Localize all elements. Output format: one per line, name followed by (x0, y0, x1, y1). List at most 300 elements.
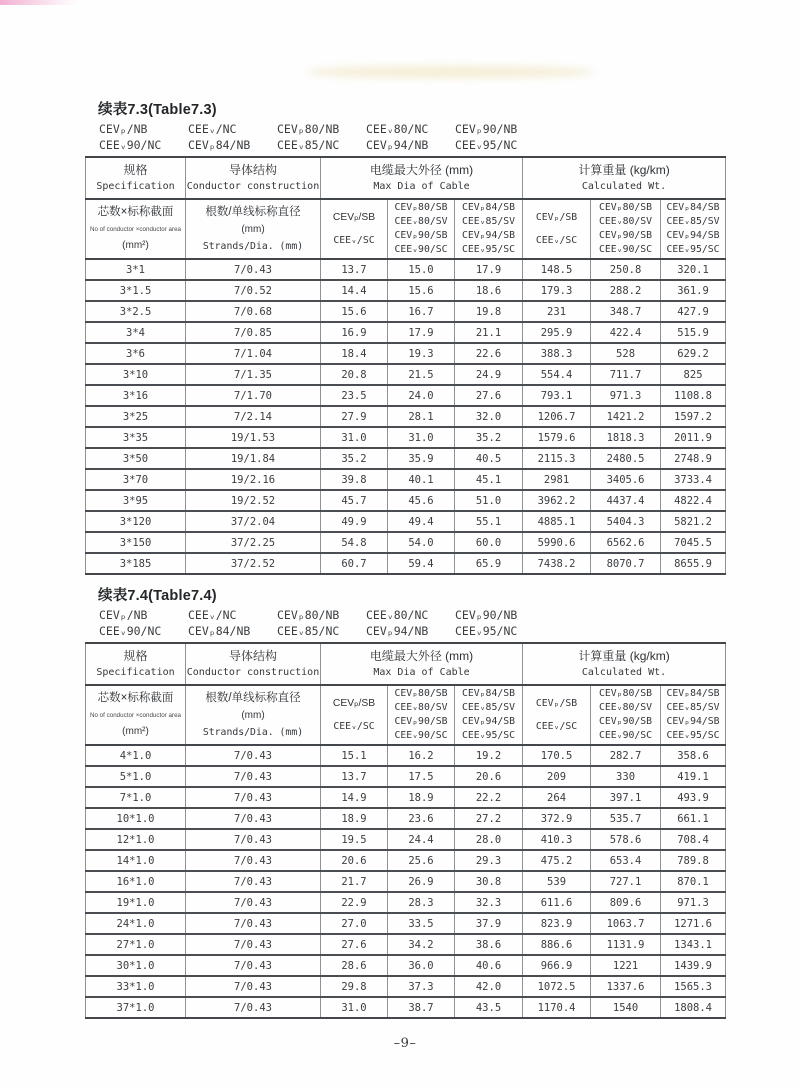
table-row (86, 322, 726, 343)
value-cell: 7/0.43 (186, 913, 321, 934)
cable-type: CEVₚ90/NB (455, 122, 518, 136)
cable-type-label: CEVₚ84/SB (666, 688, 720, 699)
value-cell: 42.0 (455, 976, 523, 997)
value-cell: 231 (523, 301, 591, 322)
value-cell: 823.9 (523, 913, 591, 934)
spec-cell: 3*185 (86, 553, 186, 574)
cable-type-label: CEEᵥ/SC (535, 720, 578, 732)
table-row (86, 448, 726, 469)
value-cell: 4885.1 (523, 511, 591, 532)
value-cell: 43.5 (455, 997, 523, 1018)
table-row (86, 913, 726, 934)
value-cell: 20.6 (455, 766, 523, 787)
value-cell: 54.0 (388, 532, 455, 553)
cable-type-label: CEEᵥ95/SC (666, 244, 720, 255)
scan-artifact-pink (0, 0, 78, 5)
weight-group-header (523, 643, 726, 685)
value-cell: 60.0 (455, 532, 523, 553)
value-cell: 358.6 (661, 745, 726, 766)
value-cell: 886.6 (523, 934, 591, 955)
max-dia-group-header (321, 643, 523, 685)
cable-type: CEEᵥ90/NC (99, 137, 162, 152)
max-dia-label-zh: 电缆最大外径 (mm) (369, 163, 474, 177)
value-cell: 7/2.14 (186, 406, 321, 427)
cable-type-label: CEVₚ90/SB (598, 716, 653, 727)
value-cell: 7/0.43 (186, 745, 321, 766)
value-cell: 27.2 (455, 808, 523, 829)
value-cell: 26.9 (388, 871, 455, 892)
value-cell: 20.8 (321, 364, 388, 385)
value-cell: 1063.7 (591, 913, 661, 934)
strands-label-en: Strands/Dia. (mm) (202, 240, 304, 252)
group-header-row (86, 157, 726, 199)
page-number: –9– (393, 1036, 417, 1051)
cable-type-label: CEEᵥ/SC (333, 720, 375, 732)
table-7-4-section (85, 584, 725, 1019)
value-cell: 37/2.04 (186, 511, 321, 532)
value-cell: 825 (661, 364, 726, 385)
spec-label-en: Specification (96, 181, 175, 192)
value-cell: 19.3 (388, 343, 455, 364)
value-cell: 282.7 (591, 745, 661, 766)
value-cell: 24.0 (388, 385, 455, 406)
value-cell: 22.9 (321, 892, 388, 913)
value-cell: 5821.2 (661, 511, 726, 532)
value-cell: 1540 (591, 997, 661, 1018)
value-cell: 7/0.43 (186, 829, 321, 850)
cable-type: CEEᵥ/NC (188, 122, 237, 136)
value-cell: 1206.7 (523, 406, 591, 427)
value-cell: 39.8 (321, 469, 388, 490)
value-cell: 49.9 (321, 511, 388, 532)
value-cell: 422.4 (591, 322, 661, 343)
wt-col3-stack (661, 687, 725, 743)
value-cell: 7/0.68 (186, 301, 321, 322)
core-area-label-en: No of conductor ×conductor area (89, 226, 182, 233)
value-cell: 19/1.84 (186, 448, 321, 469)
value-cell: 2115.3 (523, 448, 591, 469)
value-cell: 7/1.04 (186, 343, 321, 364)
cable-type-label: CEVₚ/SB (332, 211, 376, 223)
core-area-label-en: No of conductor ×conductor area (89, 712, 182, 719)
table-row (86, 808, 726, 829)
value-cell: 793.1 (523, 385, 591, 406)
spec-sub-stack (86, 691, 185, 739)
scan-artifact-smudge (305, 66, 595, 78)
cable-type-label: CEEᵥ95/SC (461, 730, 516, 741)
wt-col3-header (661, 199, 726, 259)
wt-col2-header (591, 685, 661, 745)
value-cell: 18.6 (455, 280, 523, 301)
value-cell: 15.6 (388, 280, 455, 301)
cable-type-label: CEVₚ94/SB (666, 230, 720, 241)
value-cell: 59.4 (388, 553, 455, 574)
cable-type-label: CEVₚ90/SB (394, 230, 448, 241)
value-cell: 397.1 (591, 787, 661, 808)
value-cell: 7/0.43 (186, 808, 321, 829)
value-cell: 427.9 (661, 301, 726, 322)
cable-type-line (99, 122, 725, 138)
table-7-3-head (86, 157, 726, 259)
value-cell: 870.1 (661, 871, 726, 892)
value-cell: 535.7 (591, 808, 661, 829)
wt-col1-header (523, 199, 591, 259)
value-cell: 38.7 (388, 997, 455, 1018)
value-cell: 15.1 (321, 745, 388, 766)
value-cell: 40.5 (455, 448, 523, 469)
value-cell: 36.0 (388, 955, 455, 976)
section-gap (85, 575, 725, 584)
value-cell: 971.3 (591, 385, 661, 406)
value-cell: 5990.6 (523, 532, 591, 553)
spec-cell: 5*1.0 (86, 766, 186, 787)
conductor-label-en: Conductor construction (186, 181, 320, 192)
value-cell: 27.0 (321, 913, 388, 934)
value-cell: 7045.5 (661, 532, 726, 553)
table-row (86, 955, 726, 976)
value-cell: 7/1.35 (186, 364, 321, 385)
value-cell: 13.7 (321, 766, 388, 787)
cable-type-list-7-4 (85, 608, 725, 639)
conductor-sub-stack (186, 691, 320, 740)
cable-type-label: CEEᵥ90/SC (598, 730, 653, 741)
spec-group-header (86, 157, 186, 199)
dia-col2-stack (388, 201, 454, 257)
strands-label-en: Strands/Dia. (mm) (202, 726, 304, 738)
value-cell: 179.3 (523, 280, 591, 301)
dia-col1-stack (321, 697, 387, 734)
wt-col2-stack (591, 201, 660, 257)
value-cell: 1221 (591, 955, 661, 976)
value-cell: 348.7 (591, 301, 661, 322)
value-cell: 1337.6 (591, 976, 661, 997)
value-cell: 4437.4 (591, 490, 661, 511)
value-cell: 7/0.43 (186, 259, 321, 280)
spec-group-header (86, 643, 186, 685)
value-cell: 653.4 (591, 850, 661, 871)
spec-cell: 3*16 (86, 385, 186, 406)
table-7-4-body (86, 745, 726, 1018)
table-row (86, 829, 726, 850)
value-cell: 7/0.43 (186, 934, 321, 955)
value-cell: 24.4 (388, 829, 455, 850)
conductor-label-zh: 导体结构 (228, 649, 277, 663)
value-cell: 45.1 (455, 469, 523, 490)
cable-type: CEEᵥ80/NC (366, 608, 429, 622)
value-cell: 578.6 (591, 829, 661, 850)
value-cell: 2981 (523, 469, 591, 490)
value-cell: 209 (523, 766, 591, 787)
value-cell: 17.9 (388, 322, 455, 343)
sub-header-row (86, 199, 726, 259)
value-cell: 1818.3 (591, 427, 661, 448)
value-cell: 28.3 (388, 892, 455, 913)
value-cell: 28.0 (455, 829, 523, 850)
value-cell: 475.2 (523, 850, 591, 871)
wt-col1-stack (523, 697, 590, 734)
value-cell: 18.9 (388, 787, 455, 808)
table-row (86, 490, 726, 511)
table-row (86, 553, 726, 574)
value-cell: 2480.5 (591, 448, 661, 469)
value-cell: 18.9 (321, 808, 388, 829)
value-cell: 5404.3 (591, 511, 661, 532)
cable-type-label: CEEᵥ95/SC (461, 244, 516, 255)
cable-type: CEVₚ80/NB (277, 608, 340, 622)
conductor-sub-stack (186, 205, 320, 254)
table-row (86, 364, 726, 385)
value-cell: 54.8 (321, 532, 388, 553)
value-cell: 45.7 (321, 490, 388, 511)
wt-col1-header (523, 685, 591, 745)
table-row (86, 787, 726, 808)
spec-cell: 3*1 (126, 263, 145, 276)
cable-type-label: CEVₚ80/SB (394, 688, 448, 699)
core-area-unit: (mm²) (122, 240, 149, 251)
value-cell: 1565.3 (661, 976, 726, 997)
value-cell: 37.9 (455, 913, 523, 934)
value-cell: 419.1 (661, 766, 726, 787)
value-cell: 33.5 (388, 913, 455, 934)
value-cell: 51.0 (455, 490, 523, 511)
table-row (86, 892, 726, 913)
table-row (86, 934, 726, 955)
cable-type: CEEᵥ95/NC (455, 137, 518, 152)
value-cell: 1579.6 (523, 427, 591, 448)
dia-col2-stack (388, 687, 454, 743)
value-cell: 170.5 (523, 745, 591, 766)
spec-cell: 3*1.5 (86, 280, 186, 301)
value-cell: 7438.2 (523, 553, 591, 574)
spec-cell: 3*150 (86, 532, 186, 553)
value-cell: 288.2 (591, 280, 661, 301)
value-cell: 31.0 (321, 427, 388, 448)
value-cell: 2011.9 (661, 427, 726, 448)
value-cell: 330 (591, 766, 661, 787)
conductor-group-header (186, 643, 321, 685)
spec-table-7-3 (85, 156, 726, 575)
value-cell: 148.5 (523, 259, 591, 280)
table-row (86, 766, 726, 787)
value-cell: 32.3 (455, 892, 523, 913)
value-cell: 55.1 (455, 511, 523, 532)
cable-type-label: CEVₚ94/SB (461, 230, 516, 241)
value-cell: 28.6 (321, 955, 388, 976)
value-cell: 7/0.43 (186, 850, 321, 871)
value-cell: 539 (523, 871, 591, 892)
value-cell: 410.3 (523, 829, 591, 850)
value-cell: 18.4 (321, 343, 388, 364)
value-cell: 22.6 (455, 343, 523, 364)
value-cell: 966.9 (523, 955, 591, 976)
value-cell: 19/1.53 (186, 427, 321, 448)
value-cell: 19.8 (455, 301, 523, 322)
table-row (86, 259, 726, 280)
cable-type-label: CEEᵥ95/SC (666, 730, 720, 741)
value-cell: 35.2 (455, 427, 523, 448)
dia-col2-header (388, 199, 455, 259)
value-cell: 21.5 (388, 364, 455, 385)
spec-sub-stack (86, 205, 185, 253)
cable-type-label: CEEᵥ85/SV (461, 702, 516, 713)
spec-label-zh: 规格 (123, 163, 148, 177)
cable-type-label: CEVₚ84/SB (461, 688, 516, 699)
value-cell: 515.9 (661, 322, 726, 343)
value-cell: 7/0.43 (186, 955, 321, 976)
value-cell: 17.5 (388, 766, 455, 787)
value-cell: 7/0.43 (186, 787, 321, 808)
cable-type: CEEᵥ85/NC (277, 137, 340, 152)
spec-cell: 19*1.0 (86, 892, 186, 913)
cable-type: CEVₚ94/NB (366, 623, 429, 638)
value-cell: 388.3 (523, 343, 591, 364)
table-row (86, 511, 726, 532)
cable-type-label: CEVₚ/SB (535, 697, 578, 709)
value-cell: 629.2 (661, 343, 726, 364)
dia-col3-header (455, 685, 523, 745)
value-cell: 264 (523, 787, 591, 808)
cable-type-label: CEVₚ84/SB (666, 202, 720, 213)
value-cell: 27.6 (321, 934, 388, 955)
value-cell: 1108.8 (661, 385, 726, 406)
dia-col2-header (388, 685, 455, 745)
cable-type-label: CEEᵥ85/SV (461, 216, 516, 227)
value-cell: 3733.4 (661, 469, 726, 490)
value-cell: 1271.6 (661, 913, 726, 934)
value-cell: 16.7 (388, 301, 455, 322)
value-cell: 21.1 (455, 322, 523, 343)
cable-type: CEEᵥ85/NC (277, 623, 340, 638)
value-cell: 16.9 (321, 322, 388, 343)
cable-type-label: CEVₚ80/SB (598, 688, 653, 699)
value-cell: 7/0.43 (186, 976, 321, 997)
value-cell: 7/0.43 (186, 997, 321, 1018)
table-row (86, 871, 726, 892)
table-row (86, 427, 726, 448)
value-cell: 7/0.85 (186, 322, 321, 343)
value-cell: 35.9 (388, 448, 455, 469)
value-cell: 22.2 (455, 787, 523, 808)
spec-cell: 3*95 (86, 490, 186, 511)
cable-type-label: CEVₚ90/SB (598, 230, 653, 241)
cable-type: CEEᵥ95/NC (455, 623, 518, 638)
max-dia-label-en: Max Dia of Cable (373, 667, 470, 678)
value-cell: 727.1 (591, 871, 661, 892)
cable-type: CEEᵥ80/NC (366, 122, 429, 136)
value-cell: 29.8 (321, 976, 388, 997)
core-area-label-zh: 芯数×标称截面 (97, 206, 174, 218)
value-cell: 1170.4 (523, 997, 591, 1018)
value-cell: 2748.9 (661, 448, 726, 469)
value-cell: 361.9 (661, 280, 726, 301)
value-cell: 295.9 (523, 322, 591, 343)
wt-col1-stack (523, 211, 590, 248)
value-cell: 13.7 (321, 259, 388, 280)
weight-label-zh: 计算重量 (kg/km) (578, 163, 670, 177)
strands-unit: (mm) (241, 223, 265, 235)
value-cell: 1131.9 (591, 934, 661, 955)
cable-type: CEVₚ80/NB (277, 122, 340, 136)
table-7-4-head (86, 643, 726, 745)
content-area (85, 98, 725, 1051)
dia-col1-header (321, 199, 388, 259)
spec-cell: 37*1.0 (86, 997, 186, 1018)
value-cell: 31.0 (388, 427, 455, 448)
table-row (86, 850, 726, 871)
cable-type-label: CEVₚ94/SB (666, 716, 720, 727)
value-cell: 528 (591, 343, 661, 364)
cable-type-label: CEVₚ/SB (332, 697, 376, 709)
value-cell: 23.5 (321, 385, 388, 406)
cable-type-label: CEEᵥ80/SV (394, 702, 448, 713)
value-cell: 24.9 (455, 364, 523, 385)
cable-type-label: CEEᵥ90/SC (394, 730, 448, 741)
value-cell: 21.7 (321, 871, 388, 892)
value-cell: 49.4 (388, 511, 455, 532)
spec-cell: 30*1.0 (86, 955, 186, 976)
strands-unit: (mm) (241, 709, 265, 721)
conductor-sub-header (186, 199, 321, 259)
cable-type-label: CEEᵥ/SC (333, 234, 375, 246)
value-cell: 27.9 (321, 406, 388, 427)
value-cell: 6562.6 (591, 532, 661, 553)
cable-type-label: CEVₚ90/SB (394, 716, 448, 727)
weight-label-zh: 计算重量 (kg/km) (578, 649, 670, 663)
cable-type-list-7-3 (85, 122, 725, 153)
wt-col3-stack (661, 201, 725, 257)
table-row (86, 469, 726, 490)
table-row (86, 385, 726, 406)
spec-cell: 3*50 (86, 448, 186, 469)
core-area-unit: (mm²) (122, 726, 149, 737)
cable-type-label: CEVₚ80/SB (394, 202, 448, 213)
value-cell: 789.8 (661, 850, 726, 871)
value-cell: 19.5 (321, 829, 388, 850)
table-7-3-body (86, 259, 726, 574)
weight-label-en: Calculated Wt. (581, 181, 667, 192)
spec-cell: 33*1.0 (86, 976, 186, 997)
cable-type-label: CEEᵥ85/SV (666, 702, 720, 713)
cable-type-label: CEEᵥ80/SV (598, 702, 653, 713)
cable-type-line (99, 608, 725, 624)
value-cell: 7/0.52 (186, 280, 321, 301)
spec-sub-header (86, 685, 186, 745)
cable-type: CEVₚ94/NB (366, 137, 429, 152)
value-cell: 1808.4 (661, 997, 726, 1018)
value-cell: 25.6 (388, 850, 455, 871)
cable-type: CEEᵥ90/NC (99, 623, 162, 638)
cable-type-label: CEEᵥ90/SC (598, 244, 653, 255)
spec-cell: 10*1.0 (86, 808, 186, 829)
value-cell: 250.8 (591, 259, 661, 280)
cable-type-label: CEVₚ84/SB (461, 202, 516, 213)
value-cell: 31.0 (321, 997, 388, 1018)
cable-type: CEVₚ84/NB (188, 623, 251, 638)
value-cell: 20.6 (321, 850, 388, 871)
value-cell: 809.6 (591, 892, 661, 913)
table-7-3-section (85, 98, 725, 575)
value-cell: 37/2.52 (186, 553, 321, 574)
conductor-label-zh: 导体结构 (228, 163, 277, 177)
spec-cell: 3*6 (86, 343, 186, 364)
max-dia-label-zh: 电缆最大外径 (mm) (369, 649, 474, 663)
value-cell: 7/0.43 (186, 892, 321, 913)
value-cell: 15.6 (321, 301, 388, 322)
spec-cell: 16*1.0 (86, 871, 186, 892)
value-cell: 37.3 (388, 976, 455, 997)
spec-table-7-4 (85, 642, 726, 1019)
table-row (86, 997, 726, 1018)
